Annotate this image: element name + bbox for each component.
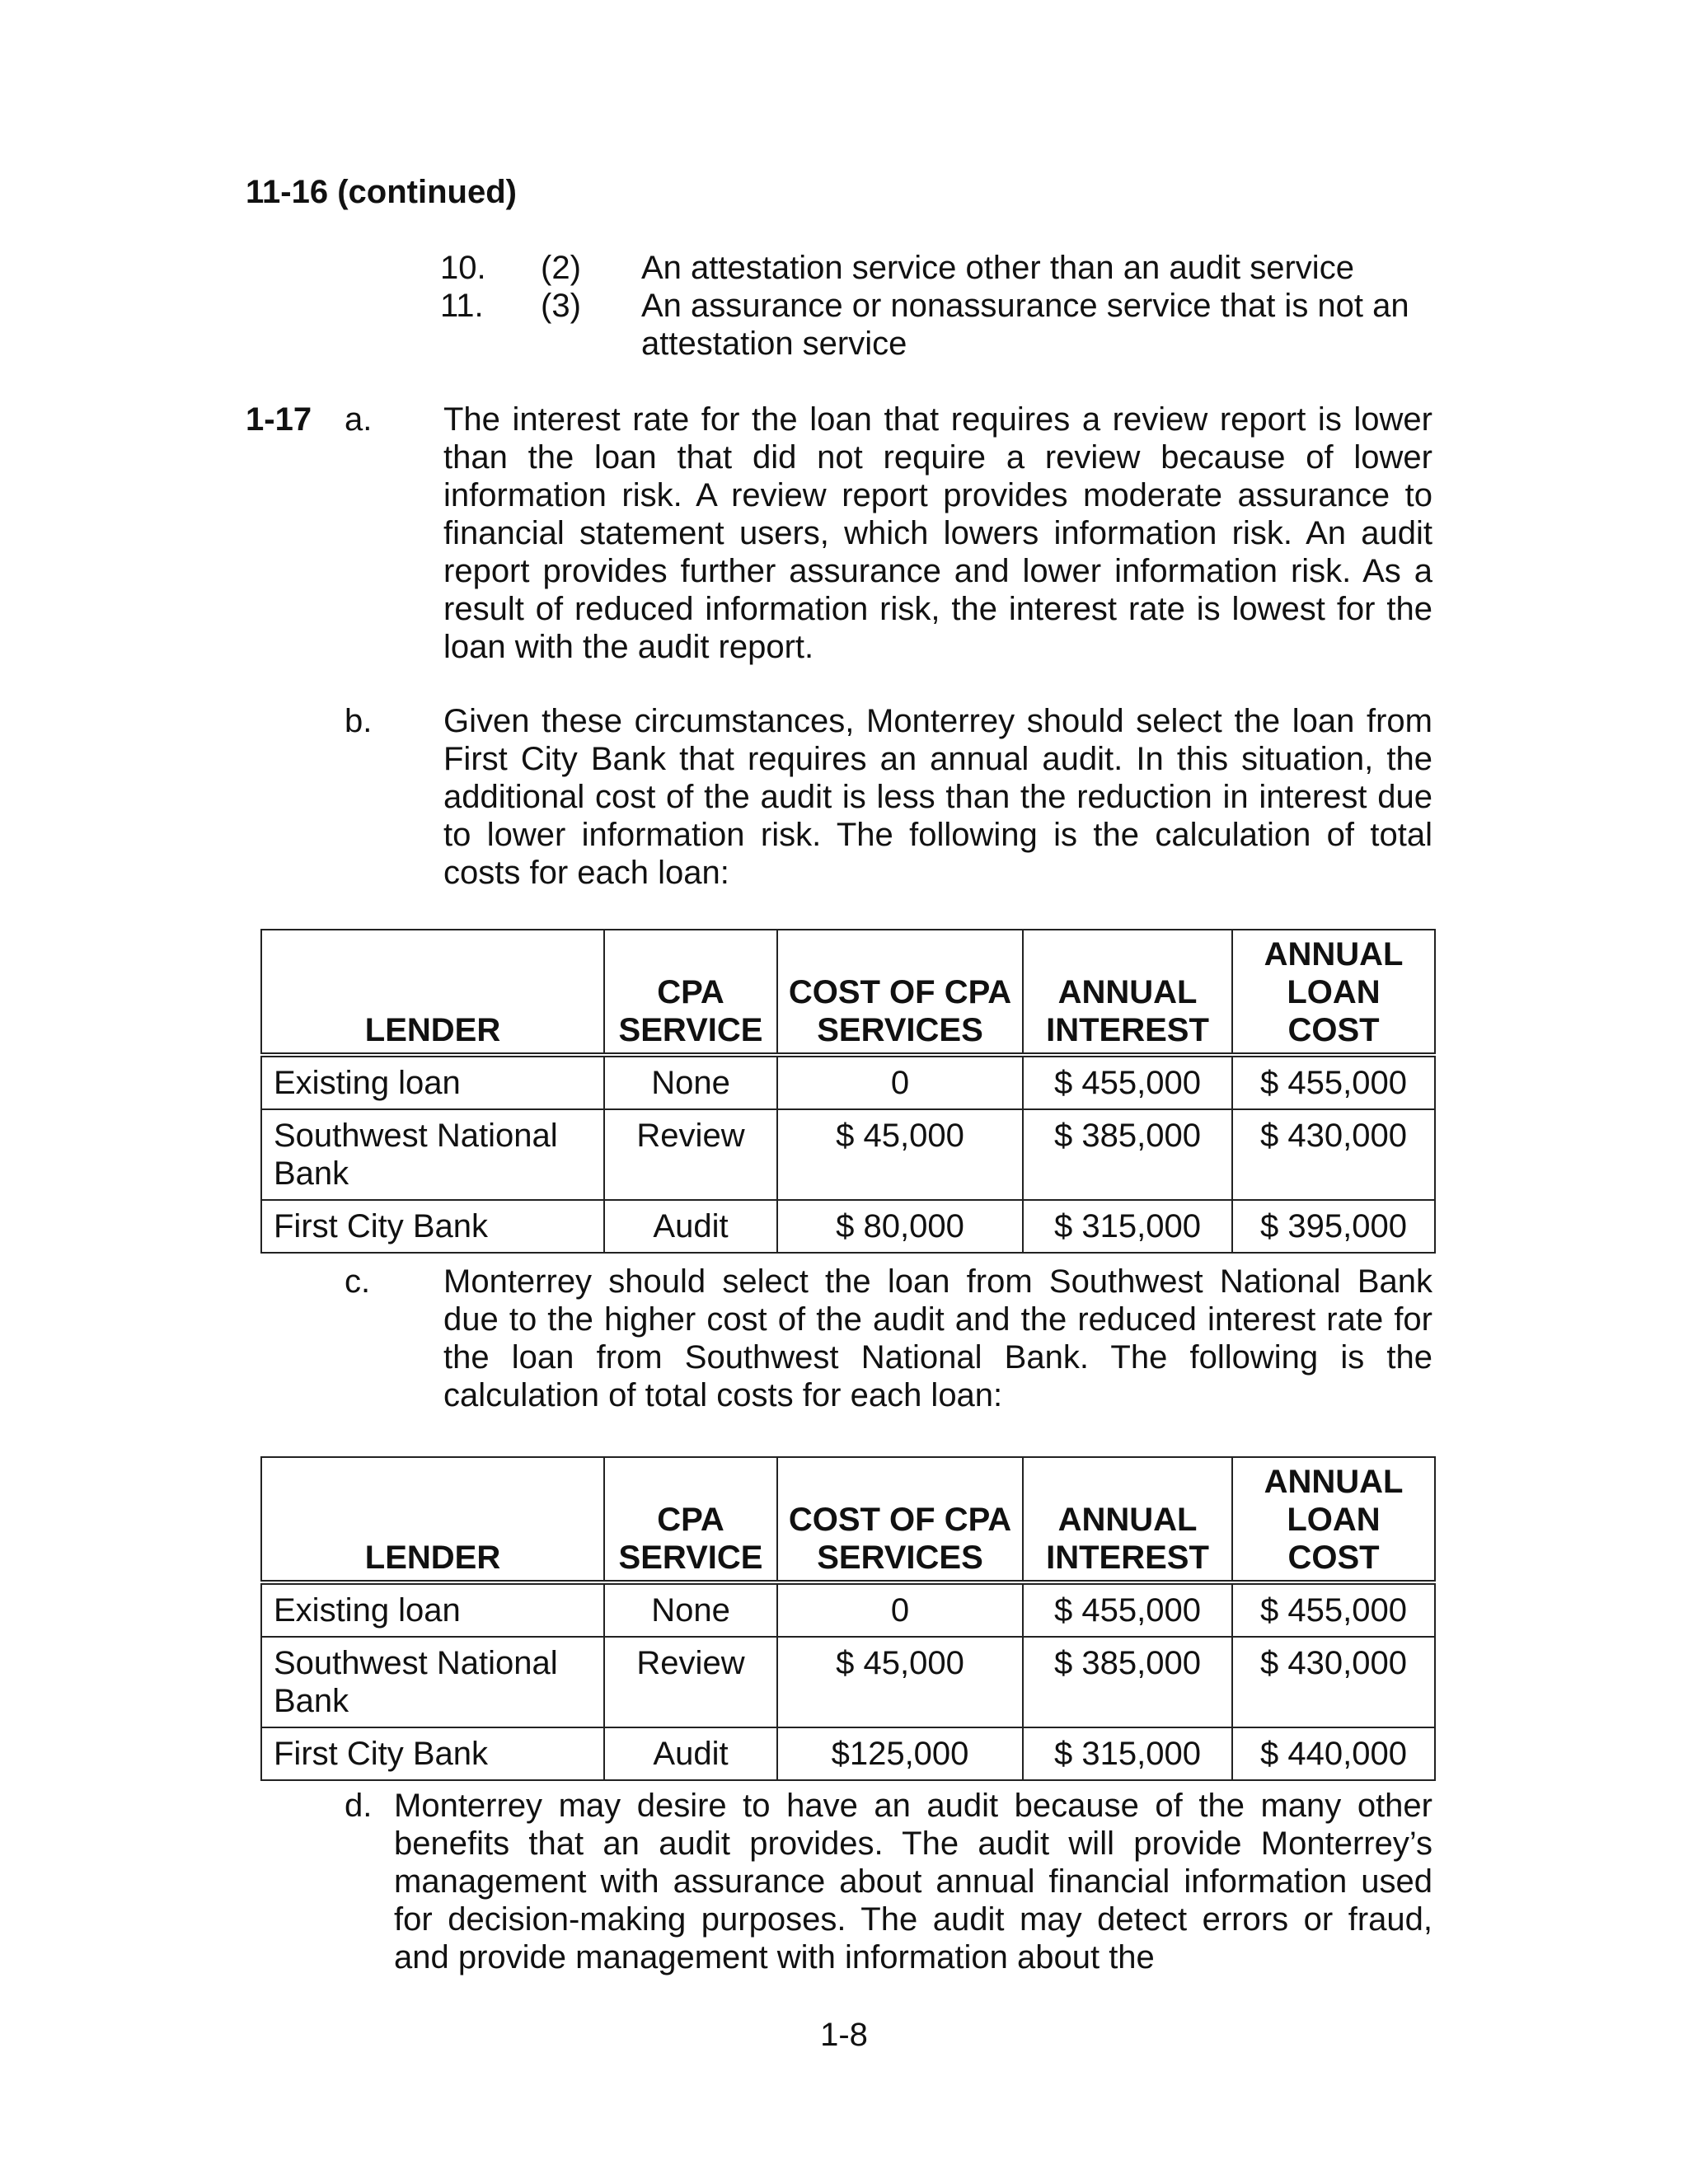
cell-service: None	[604, 1055, 777, 1109]
cell-loan-cost: $ 395,000	[1232, 1200, 1435, 1253]
list-item-code: (3)	[541, 288, 581, 324]
table-header-row	[261, 930, 1435, 1055]
cell-cost: 0	[777, 1582, 1023, 1637]
paragraph-b: Given these circumstances, Monterrey should select the loan from First City Bank that requires an annual audit. In this situation, the additional cost of the audit is less than the reduction in interest due to lower information risk. The following is the calculation of total costs for each loan:	[443, 703, 1432, 891]
cell-interest: $ 385,000	[1023, 1637, 1232, 1727]
list-item-number: 11.	[440, 288, 484, 324]
paragraph-c: Monterrey should select the loan from Southwest National Bank due to the higher cost of the audit and the reduced interest rate for the loan from Southwest National Bank. The following is the calculation of total costs for each loan:	[443, 1263, 1432, 1413]
header-annual-interest: ANNUAL INTEREST	[1023, 930, 1232, 1055]
cell-lender: Southwest National Bank	[261, 1109, 604, 1200]
cell-loan-cost: $ 430,000	[1232, 1637, 1435, 1727]
header-annual-loan-cost: ANNUAL LOAN COST	[1232, 930, 1435, 1055]
cell-service: Audit	[604, 1727, 777, 1780]
item-letter-d: d.	[345, 1788, 373, 1824]
cell-lender: First City Bank	[261, 1727, 604, 1780]
cell-loan-cost: $ 430,000	[1232, 1109, 1435, 1200]
header-cpa-service: CPA SERVICE	[604, 930, 777, 1055]
table-row	[261, 1109, 1435, 1200]
table-row	[261, 1582, 1435, 1637]
header-lender: LENDER	[261, 1457, 604, 1582]
cell-service: None	[604, 1582, 777, 1637]
cell-loan-cost: $ 440,000	[1232, 1727, 1435, 1780]
list-item-text: An assurance or nonassurance service that is not an	[641, 288, 1409, 324]
table-row	[261, 1727, 1435, 1780]
list-item-text: An attestation service other than an audit service	[641, 250, 1354, 286]
page-number: 1-8	[820, 2017, 868, 2053]
cell-interest: $ 455,000	[1023, 1582, 1232, 1637]
header-cost-of-cpa-services: COST OF CPA SERVICES	[777, 930, 1023, 1055]
cell-interest: $ 455,000	[1023, 1055, 1232, 1109]
problem-label: 1-17	[246, 401, 312, 438]
loan-cost-table-b	[260, 929, 1436, 1254]
cell-service: Audit	[604, 1200, 777, 1253]
cell-cost: $ 45,000	[777, 1109, 1023, 1200]
list-item-text-continued: attestation service	[641, 326, 907, 362]
header-annual-loan-cost: ANNUAL LOAN COST	[1232, 1457, 1435, 1582]
item-letter-b: b.	[345, 703, 373, 739]
header-cost-of-cpa-services: COST OF CPA SERVICES	[777, 1457, 1023, 1582]
page-title: 11-16 (continued)	[246, 174, 517, 210]
cell-lender: First City Bank	[261, 1200, 604, 1253]
cell-cost: 0	[777, 1055, 1023, 1109]
cell-cost: $ 45,000	[777, 1637, 1023, 1727]
cell-cost: $125,000	[777, 1727, 1023, 1780]
cell-interest: $ 315,000	[1023, 1727, 1232, 1780]
paragraph-d: Monterrey may desire to have an audit because of the many other benefits that an audit provides. The audit will provide Monterrey’s management with assurance about annual financial information used for decision-making purposes. The audit may detect errors or fraud, and provide management with information about the	[394, 1788, 1432, 1975]
table-row	[261, 1637, 1435, 1727]
cell-cost: $ 80,000	[777, 1200, 1023, 1253]
header-annual-interest: ANNUAL INTEREST	[1023, 1457, 1232, 1582]
paragraph-a: The interest rate for the loan that requires a review report is lower than the loan that did not require a review because of lower information risk. A review report provides moderate assurance to financial statement users, which lowers information risk. An audit report provides further assurance and lower information risk. As a result of reduced information risk, the interest rate is lowest for the loan with the audit report.	[443, 401, 1432, 665]
table-row	[261, 1055, 1435, 1109]
cell-loan-cost: $ 455,000	[1232, 1582, 1435, 1637]
header-lender: LENDER	[261, 930, 604, 1055]
item-letter-c: c.	[345, 1263, 371, 1300]
table-row	[261, 1200, 1435, 1253]
cell-loan-cost: $ 455,000	[1232, 1055, 1435, 1109]
cell-interest: $ 385,000	[1023, 1109, 1232, 1200]
cell-lender: Southwest National Bank	[261, 1637, 604, 1727]
header-cpa-service: CPA SERVICE	[604, 1457, 777, 1582]
list-item-number: 10.	[440, 250, 486, 286]
loan-cost-table-c	[260, 1456, 1436, 1781]
cell-lender: Existing loan	[261, 1055, 604, 1109]
table-header-row	[261, 1457, 1435, 1582]
cell-lender: Existing loan	[261, 1582, 604, 1637]
cell-interest: $ 315,000	[1023, 1200, 1232, 1253]
list-item-code: (2)	[541, 250, 581, 286]
cell-service: Review	[604, 1109, 777, 1200]
cell-service: Review	[604, 1637, 777, 1727]
item-letter-a: a.	[345, 401, 373, 438]
